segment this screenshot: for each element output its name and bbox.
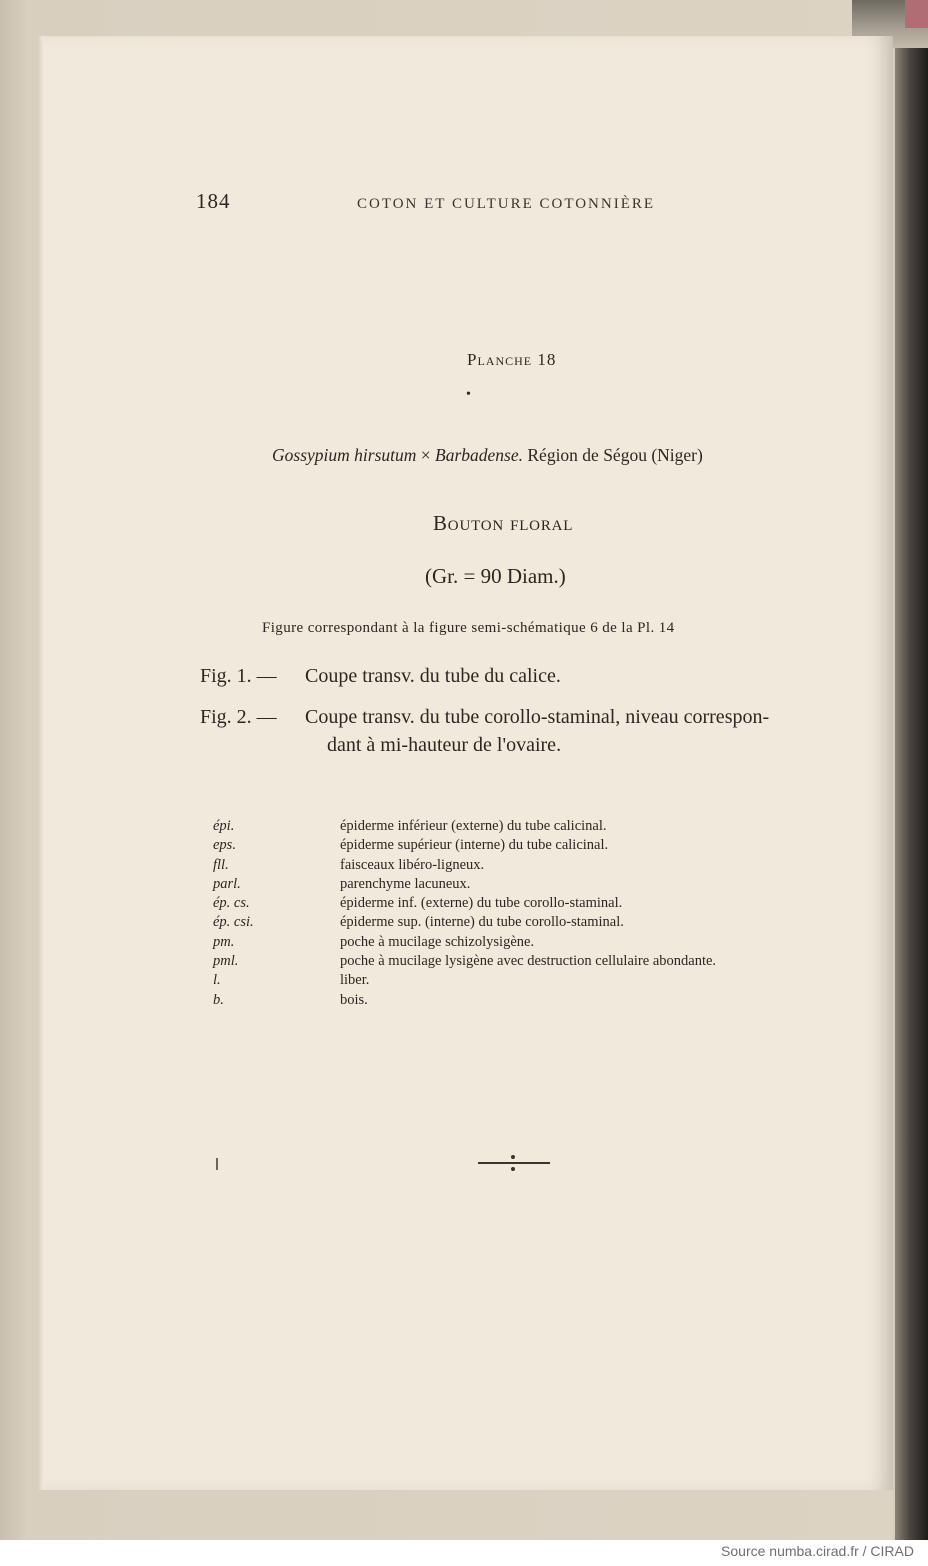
legend-description: liber.: [340, 972, 370, 989]
figure-2-caption-line-2: dant à mi-hauteur de l'ovaire.: [327, 734, 562, 756]
book-page: [38, 36, 893, 1490]
legend-row: [213, 953, 853, 972]
legend-row: [213, 934, 853, 953]
abbreviation-legend: [213, 818, 853, 1011]
magnification: (Gr. = 90 Diam.): [425, 564, 566, 588]
bookmark-ribbon: [905, 0, 928, 28]
running-title: COTON ET CULTURE COTONNIÈRE: [357, 196, 656, 212]
legend-row: [213, 972, 853, 991]
species-line: [272, 445, 703, 466]
plate-dot: •: [466, 387, 471, 402]
plate-title: Planche 18: [467, 350, 557, 369]
legend-description: épiderme supérieur (interne) du tube calicinal.: [340, 837, 609, 854]
species-region: Région de Ségou (Niger): [527, 445, 703, 465]
figure-note: Figure correspondant à la figure semi-schématique 6 de la Pl. 14: [262, 620, 675, 636]
legend-abbreviation: l.: [213, 972, 221, 989]
source-credit: Source numba.cirad.fr / CIRAD: [721, 1543, 914, 1559]
legend-description: épiderme inférieur (externe) du tube calicinal.: [340, 818, 607, 834]
legend-abbreviation: pm.: [213, 933, 235, 950]
figure-2-label: Fig. 2. —: [200, 706, 277, 728]
ornament-dot-bottom: [511, 1167, 515, 1171]
legend-row: [213, 895, 853, 914]
legend-description: poche à mucilage schizolysigène.: [340, 933, 535, 950]
legend-description: bois.: [340, 991, 368, 1008]
margin-mark: [216, 1158, 218, 1170]
species-name: Gossypium hirsutum: [272, 445, 417, 465]
legend-abbreviation: fll.: [213, 856, 229, 873]
ornament-dot-top: [511, 1155, 515, 1159]
legend-description: épiderme inf. (externe) du tube corollo-staminal.: [340, 895, 623, 912]
legend-description: faisceaux libéro-ligneux.: [340, 856, 485, 873]
legend-row: [213, 857, 853, 876]
figure-2-caption-line-1: Coupe transv. du tube corollo-staminal, niveau correspon-: [305, 706, 770, 728]
page-gutter-shadow: [38, 36, 44, 1490]
legend-abbreviation: ép. cs.: [213, 895, 250, 912]
legend-abbreviation: eps.: [213, 837, 236, 854]
legend-row: [213, 876, 853, 895]
legend-abbreviation: parl.: [213, 875, 241, 892]
legend-abbreviation: b.: [213, 991, 224, 1008]
page-number: 184: [196, 189, 231, 213]
book-binding-edge: [895, 0, 928, 1540]
legend-description: parenchyme lacuneux.: [340, 875, 471, 892]
legend-row: [213, 818, 853, 837]
legend-abbreviation: pml.: [213, 953, 239, 970]
figure-1-label: Fig. 1. —: [200, 665, 277, 687]
species-variety: Barbadense.: [435, 445, 523, 465]
section-title: Bouton floral: [433, 511, 574, 535]
figure-1-caption: Coupe transv. du tube du calice.: [305, 665, 561, 687]
legend-row: [213, 837, 853, 856]
section-end-ornament: [478, 1162, 550, 1164]
legend-row: [213, 914, 853, 933]
legend-description: épiderme sup. (interne) du tube corollo-staminal.: [340, 914, 624, 931]
legend-row: [213, 992, 853, 1011]
cross-symbol: ×: [420, 445, 431, 465]
legend-description: poche à mucilage lysigène avec destruction cellulaire abondante.: [340, 953, 717, 970]
legend-abbreviation: épi.: [213, 818, 235, 834]
legend-abbreviation: ép. csi.: [213, 914, 254, 931]
